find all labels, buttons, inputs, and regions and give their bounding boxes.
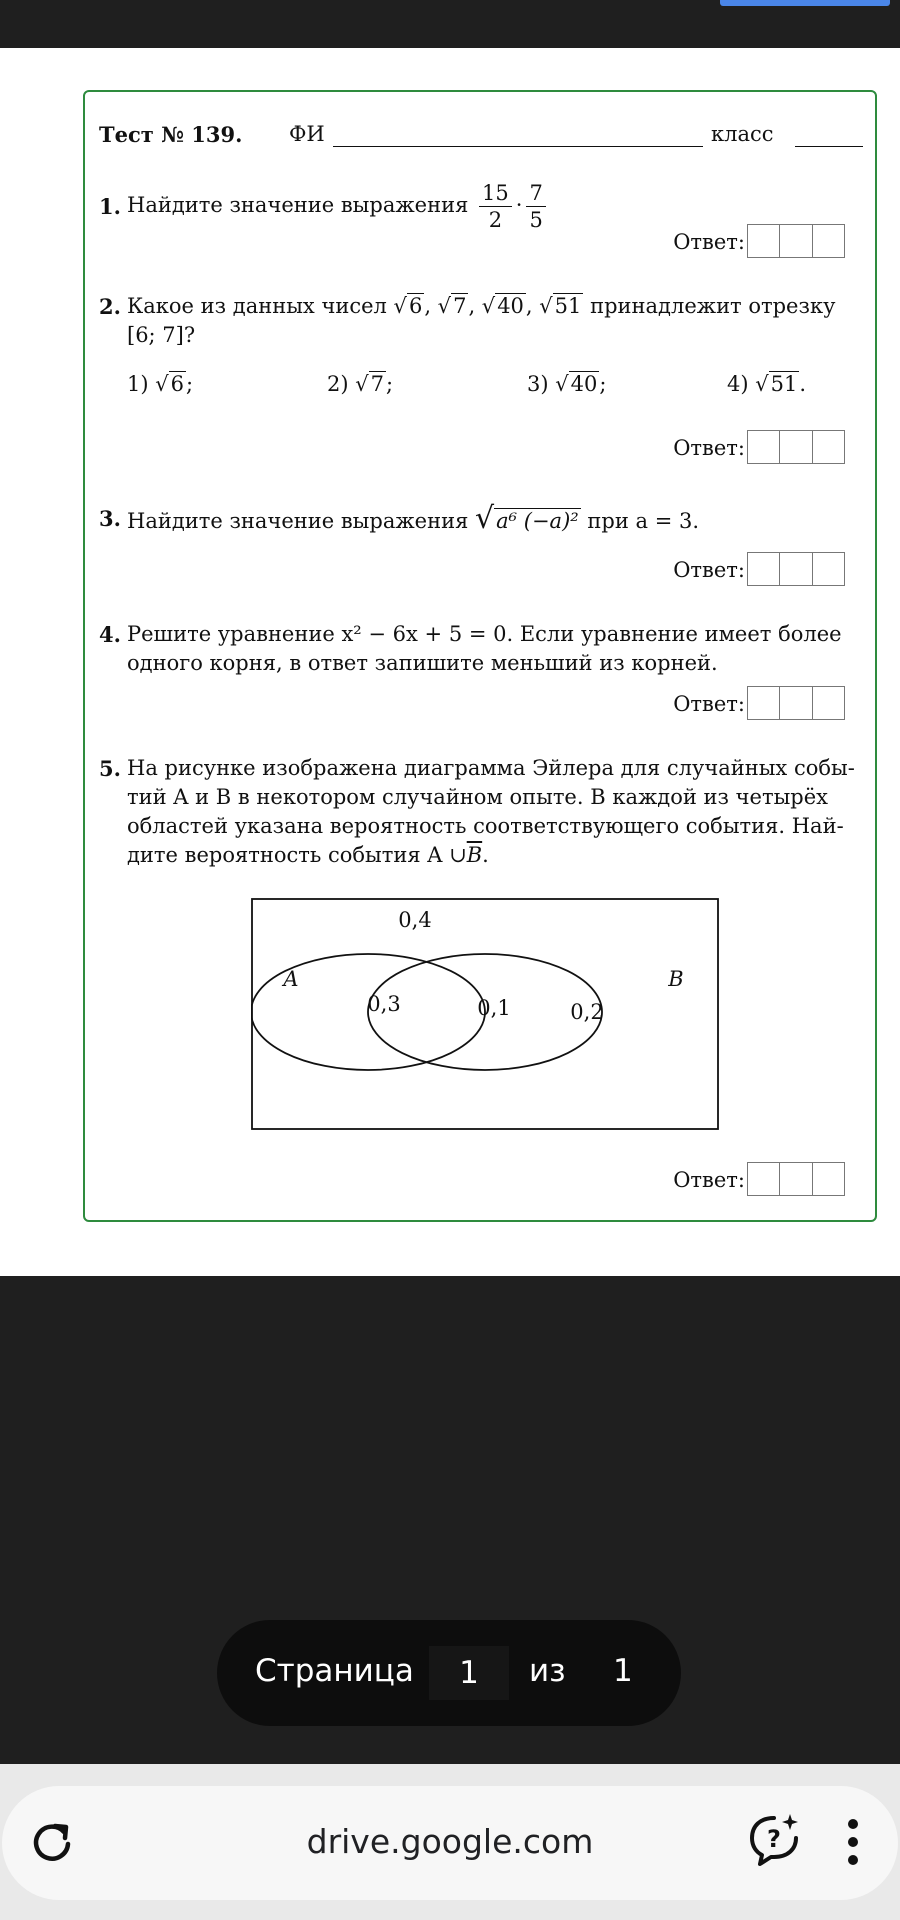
complement-b: $\overline{B}$: [466, 843, 483, 867]
answer-boxes[interactable]: [747, 686, 845, 720]
answer-boxes[interactable]: [747, 224, 845, 258]
problem-number: 5.: [99, 756, 121, 781]
top-accent-button[interactable]: [720, 0, 890, 6]
problem-2: [99, 292, 859, 352]
class-blank-line: [795, 146, 863, 147]
url-text[interactable]: drive.google.com: [306, 1822, 594, 1861]
fraction-2: [526, 180, 545, 233]
euler-diagram: [251, 898, 721, 1132]
problem-text: [127, 501, 859, 536]
problem-prompt: Какое из данных чисел: [127, 294, 387, 318]
sqrt-value: √7: [437, 294, 467, 318]
multiply-sign: ·: [515, 193, 523, 217]
sqrt-value: √51: [539, 294, 582, 318]
problem-number: 2.: [99, 294, 121, 319]
segment: [6; 7]?: [127, 323, 196, 347]
label-only-a: 0,3: [367, 992, 401, 1016]
fraction-denominator: 5: [529, 208, 543, 232]
assistant-icon[interactable]: [744, 1810, 804, 1870]
answer-label: Ответ:: [673, 692, 745, 716]
top-bar: [0, 0, 900, 48]
document-page: [0, 48, 900, 1276]
problem-number: 1.: [99, 194, 121, 219]
label-only-b: 0,2: [570, 1000, 604, 1024]
test-header: [99, 122, 859, 154]
sqrt-expression: √a⁶ (−a)²: [475, 501, 579, 536]
sqrt-value: √6: [393, 294, 423, 318]
problem-4: [99, 620, 859, 680]
problem-text: [127, 620, 859, 678]
problem-line: областей указана вероятность соответствующего события. Най-: [127, 814, 844, 838]
problem-line: одного корня, в ответ запишите меньший из корней.: [127, 651, 718, 675]
problem-number: 4.: [99, 622, 121, 647]
answer-field-5: [645, 1162, 845, 1196]
answer-boxes[interactable]: [747, 552, 845, 586]
label-b: B: [668, 967, 684, 991]
answer-label: Ответ:: [673, 558, 745, 582]
fraction-numerator: 15: [479, 180, 512, 207]
problem-line: На рисунке изображена диаграмма Эйлера для случайных собы-: [127, 756, 855, 780]
fraction-numerator: 7: [526, 180, 545, 207]
condition: при a = 3.: [587, 509, 700, 533]
answer-field-1: [645, 224, 845, 258]
answer-field-4: [645, 686, 845, 720]
option-2: 2) √7;: [327, 372, 394, 396]
problem-line: тий A и B в некотором случайном опыте. В каждой из четырёх: [127, 785, 829, 809]
test-title: Тест № 139.: [99, 122, 243, 147]
option-1: 1) √6;: [127, 372, 194, 396]
label-outside: 0,4: [398, 908, 432, 932]
answer-label: Ответ:: [673, 436, 745, 460]
answer-label: Ответ:: [673, 230, 745, 254]
page-word: Страница: [255, 1653, 414, 1689]
class-label: класс: [711, 122, 774, 146]
total-pages: 1: [613, 1653, 633, 1689]
answer-field-2: [645, 430, 845, 464]
problem-line: дите вероятность события A ∪: [127, 843, 467, 867]
of-word: из: [529, 1653, 566, 1689]
browser-bottom-bar: [0, 1764, 900, 1920]
fi-label: ФИ: [289, 122, 325, 146]
answer-boxes[interactable]: [747, 1162, 845, 1196]
option-3: 3) √40;: [527, 372, 607, 396]
answer-label: Ответ:: [673, 1168, 745, 1192]
problem-line: Решите уравнение x² − 6x + 5 = 0. Если уравнение имеет более: [127, 622, 842, 646]
svg-text:?: ?: [767, 1825, 781, 1853]
current-page-input[interactable]: 1: [429, 1646, 509, 1700]
problem-2-options: [127, 372, 859, 402]
answer-boxes[interactable]: [747, 430, 845, 464]
problem-prompt: Найдите значение выражения: [127, 193, 469, 217]
option-4: 4) √51.: [727, 372, 807, 396]
problem-text: Какое из данных чисел √6, √7, √40, √51 принадлежит отрезку [6; 7]?: [127, 294, 836, 347]
problem-text: На рисунке изображена диаграмма Эйлера для случайных собы- тий A и B в некотором случайном опыте. В каждой из четырёх областей указана вероятность соответствующего события. Най- дите вероятность события A $\cup\overline{B}$.: [127, 756, 855, 867]
fi-blank-line: [333, 146, 703, 147]
test-card: [83, 90, 877, 1222]
answer-field-3: [645, 552, 845, 586]
problem-prompt-cont: принадлежит отрезку: [590, 294, 836, 318]
label-both: 0,1: [477, 996, 511, 1020]
sqrt-value: √40: [481, 294, 524, 318]
more-vert-icon[interactable]: [838, 1814, 868, 1870]
problem-5: [99, 754, 859, 874]
problem-number: 3.: [99, 506, 121, 531]
problem-3: [99, 501, 859, 542]
fraction-denominator: 2: [488, 208, 503, 232]
fraction-1: [479, 180, 512, 233]
page-indicator: [217, 1620, 681, 1726]
address-bar[interactable]: [2, 1786, 898, 1900]
label-a: A: [283, 967, 299, 991]
problem-prompt: Найдите значение выражения: [127, 509, 469, 533]
